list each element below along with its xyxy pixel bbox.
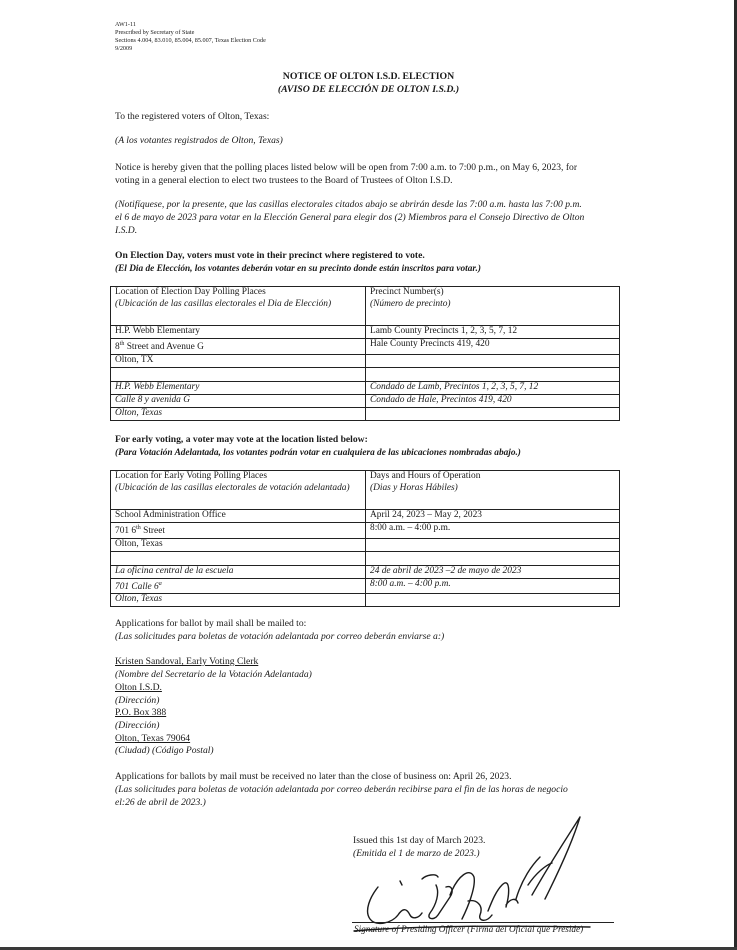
table-cell [366,551,620,565]
mail-deadline-spanish-line-2: el:26 de abril de 2023.) [115,797,206,808]
document-title-spanish: (AVISO DE ELECCIÓN DE OLTON I.S.D.) [277,84,460,95]
early-voting-clerk: Kristen Sandoval, Early Voting Clerk [115,656,259,667]
form-id: AW1-11 [115,21,136,28]
table-cell: 701 Calle 6$^a$ [111,578,366,594]
prescribed-by: Prescribed by Secretary of State [115,29,195,36]
form-date: 9/2009 [115,45,133,52]
mail-deadline-spanish-line-1: (Las solicitudes para boletas de votación adelantada por correo deberán recibirse para el fin de las horas de negocio [115,784,568,795]
table-cell: Hale County Precincts 419, 420 [366,339,620,355]
table-cell [111,551,366,565]
table-cell: La oficina central de la escuela [111,565,366,578]
table-cell [111,367,366,381]
issued-date-spanish: (Emitida el 1 de marzo de 2023.) [353,848,480,859]
early-voting-table [110,470,620,607]
table-cell: Condado de Lamb, Precintos 1, 2, 3, 5, 7, 12 [366,381,620,394]
salutation-spanish: (A los votantes registrados de Olton, Texas) [115,135,283,146]
organization-label: (Dirección) [115,695,160,706]
clerk-label: (Nombre del Secretario de la Votación Adelantada) [115,669,312,680]
table-cell: Calle 8 y avenida G [111,394,366,407]
signature-label: Signature of Presiding Officer (Firma del Oficial que Preside) [354,924,584,934]
table-cell: H.P. Webb Elementary [111,381,366,394]
document-title: NOTICE OF OLTON I.S.D. ELECTION [282,71,455,82]
election-day-col-location: Location of Election Day Polling Places (Ubicación de las casillas electorales el Dia de Elección) [111,287,366,326]
table-cell: School Administration Office [111,510,366,523]
table-cell: Olton, TX [111,354,366,367]
early-voting-heading-spanish: (Para Votación Adelantada, los votantes podrán votar en cualquiera de las ubicaciones nombradas abajo.) [115,448,521,458]
table-cell: April 24, 2023 – May 2, 2023 [366,510,620,523]
table-cell: Olton, Texas [111,594,366,607]
notice-spanish-line-1: (Notifíquese, por la presente, que las casillas electorales citados abajo se abrirán desde las 7:00 a.m. hasta las 7:00 p.m. [115,199,582,210]
table-cell: 8:00 a.m. – 4:00 p.m. [366,523,620,539]
election-day-heading: On Election Day, voters must vote in their precinct where registered to vote. [115,250,425,261]
mail-heading: Applications for ballot by mail shall be mailed to: [115,618,307,629]
notice-line-2: voting in a general election to elect two trustees to the Board of Trustees of Olton I.S.D. [115,175,453,186]
election-day-heading-spanish: (El Dia de Elección, los votantes deberán votar en su precinto donde están inscritos para votar.) [115,264,481,274]
po-box-label: (Dirección) [115,720,160,731]
table-cell: Lamb County Precincts 1, 2, 3, 5, 7, 12 [366,326,620,339]
early-voting-heading: For early voting, a voter may vote at the location listed below: [115,434,368,445]
salutation: To the registered voters of Olton, Texas: [115,111,270,122]
mail-organization: Olton I.S.D. [115,682,162,693]
election-day-col-precinct: Precinct Number(s) (Número de precinto) [366,287,620,326]
notice-spanish-line-3: I.S.D. [115,225,138,236]
table-cell: Olton, Texas [111,538,366,551]
election-day-table [110,286,620,421]
table-cell [366,367,620,381]
issued-date: Issued this 1st day of March 2023. [353,835,486,846]
early-voting-col-location: Location for Early Voting Polling Places (Ubicación de las casillas electorales de votación adelantada) [111,471,366,510]
table-cell: 8th Street and Avenue G [111,339,366,355]
early-voting-col-hours: Days and Hours of Operation (Dias y Horas Hábiles) [366,471,620,510]
mail-city-zip: Olton, Texas 79064 [115,733,191,744]
table-cell: H.P. Webb Elementary [111,326,366,339]
table-cell: 24 de abril de 2023 –2 de mayo de 2023 [366,565,620,578]
mail-po-box: P.O. Box 388 [115,707,167,718]
handwritten-signature [340,815,600,935]
table-cell: 8:00 a.m. – 4:00 p.m. [366,578,620,594]
mail-deadline: Applications for ballots by mail must be received no later than the close of business on: April 26, 2023. [115,771,512,782]
table-cell: 701 6th Street [111,523,366,539]
notice-spanish-line-2: el 6 de mayo de 2023 para votar en la Elección General para elegir dos (2) Miembros para el Consejo Directivo de Olton [115,212,585,223]
table-cell [366,407,620,420]
city-zip-label: (Ciudad) (Código Postal) [115,745,214,756]
table-cell: Olton, Texas [111,407,366,420]
mail-heading-spanish: (Las solicitudes para boletas de votación adelantada por correo deberán enviarse a:) [115,631,445,642]
table-cell [366,538,620,551]
table-cell [366,354,620,367]
table-cell [366,594,620,607]
code-sections: Sections 4.004, 83.010, 85.004, 85.007, Texas Election Code [115,37,266,44]
table-cell: Condado de Hale, Precintos 419, 420 [366,394,620,407]
notice-line-1: Notice is hereby given that the polling places listed below will be open from 7:00 a.m. to 7:00 p.m., on May 6, 2023, for [115,162,578,173]
